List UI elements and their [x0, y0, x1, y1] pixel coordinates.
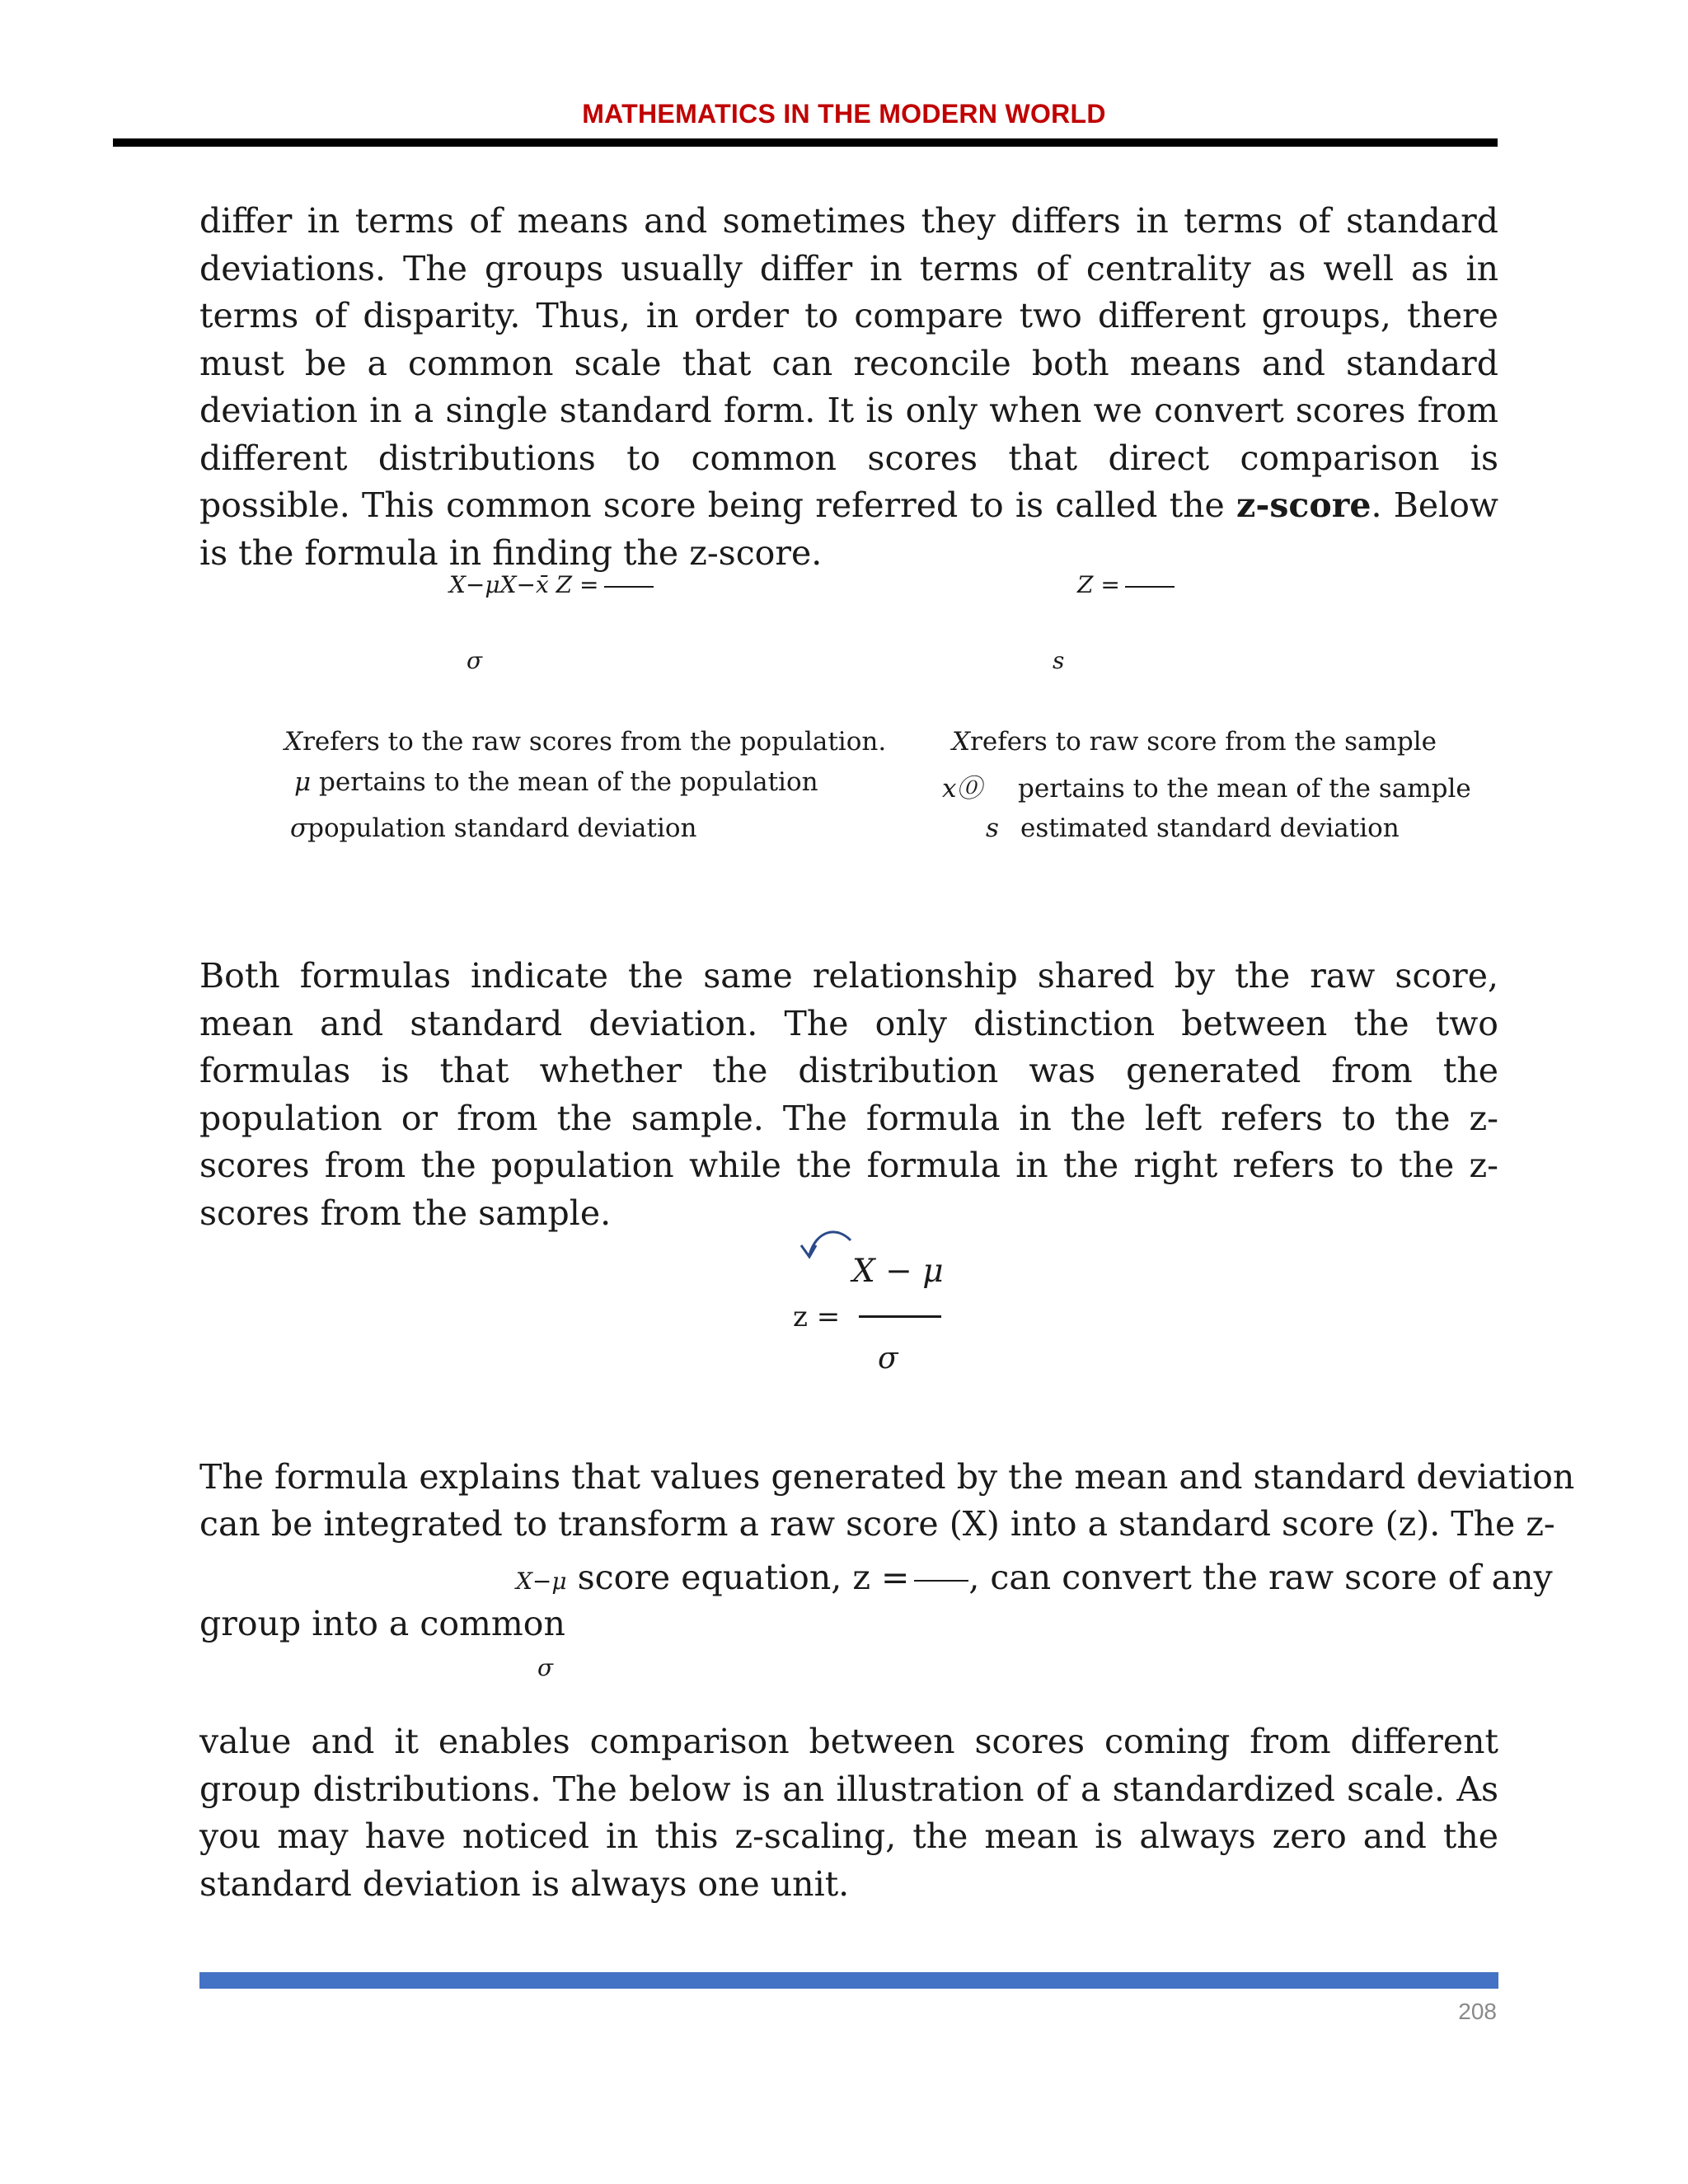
intro-text-a: differ in terms of means and sometimes they differs in terms of standard deviations. The groups usually differ in terms of centrality as well as in terms of disparity. Thus, in order to compare two different groups, there must be a common scale that can reconcile both means and standard deviation in a single standard form. It is only when we convert scores from different distributions to common scores that direct comparison is possible. This common score being referred to is called the [199, 201, 1498, 525]
legend-symbol: X [952, 727, 971, 757]
inline-fraction-numerator: X−μ [516, 1568, 567, 1595]
legend-text: pertains to the mean of the sample [1018, 774, 1471, 804]
explanation-line-4: group into a common [199, 1604, 565, 1643]
population-formula [449, 571, 654, 598]
explanation-line-2: can be integrated to transform a raw score (X) into a standard score (z). The z- [199, 1504, 1555, 1544]
sample-formula [1077, 571, 1175, 598]
legend-left-item [294, 767, 818, 797]
curved-arrow-annotation [791, 1224, 857, 1273]
legend-text: estimated standard deviation [1020, 813, 1400, 843]
comparison-paragraph: Both formulas indicate the same relationship shared by the raw score, mean and standard deviation. The only distinction between the two formulas is that whether the distribution was generated from the population or from the sample. The formula in the left refers to the z-scores from the population while the formula in the right refers to the z-scores from the sample. [199, 956, 1498, 1233]
legend-right-item [986, 813, 1400, 843]
center-formula-lhs: z = [793, 1301, 841, 1333]
legend-text: refers to the raw scores from the population. [302, 727, 887, 757]
header-rule [113, 138, 1498, 147]
z-score-term: z-score [1236, 485, 1372, 525]
sample-formula-denominator: s [1053, 647, 1065, 674]
legend-symbol: X [284, 727, 303, 757]
legend-symbol: s [986, 813, 999, 843]
fraction-bar [1125, 585, 1175, 588]
explanation-line-3 [516, 1558, 1553, 1597]
footer-bar [199, 1972, 1498, 1989]
center-formula-denominator: σ [878, 1342, 898, 1376]
legend-text: pertains to the mean of the population [311, 767, 818, 797]
sample-formula-top: Z = [1077, 571, 1120, 598]
fraction-bar [604, 585, 654, 588]
legend-right-item [952, 727, 1437, 757]
legend-symbol: σ [290, 813, 308, 843]
legend-symbol: μ [294, 767, 312, 797]
inline-fraction-denominator: σ [537, 1654, 554, 1681]
explanation-line-3b: , can convert the raw score of any [968, 1558, 1553, 1597]
explanation-line-1: The formula explains that values generated by the mean and standard deviation [199, 1457, 1575, 1497]
population-formula-top: X−μX−x̄ Z = [449, 571, 599, 598]
scale-paragraph: value and it enables comparison between scores coming from different group distributions. The below is an illustration of a standardized scale. As you may have noticed in this z-scaling, the mean is always zero and the standard deviation is always one unit. [199, 1722, 1498, 1904]
center-formula-bar [859, 1315, 941, 1318]
running-header: MATHEMATICS IN THE MODERN WORLD [582, 99, 1106, 129]
center-formula-numerator: X − μ [852, 1253, 944, 1290]
legend-symbol: x⓪ [942, 774, 982, 804]
legend-left-item [284, 727, 886, 757]
legend-left-item [290, 813, 697, 843]
legend-text: population standard deviation [307, 813, 697, 843]
intro-text-b: . Below is the formula in finding the z-score. [199, 485, 1498, 573]
population-formula-denominator: σ [467, 647, 483, 674]
legend-text: refers to raw score from the sample [970, 727, 1437, 757]
explanation-line-3a: score equation, z = [577, 1558, 910, 1597]
intro-paragraph [199, 198, 1498, 577]
page-number: 208 [1458, 1999, 1497, 2024]
inline-fraction-bar [914, 1579, 968, 1582]
legend-right-item [942, 767, 1471, 804]
